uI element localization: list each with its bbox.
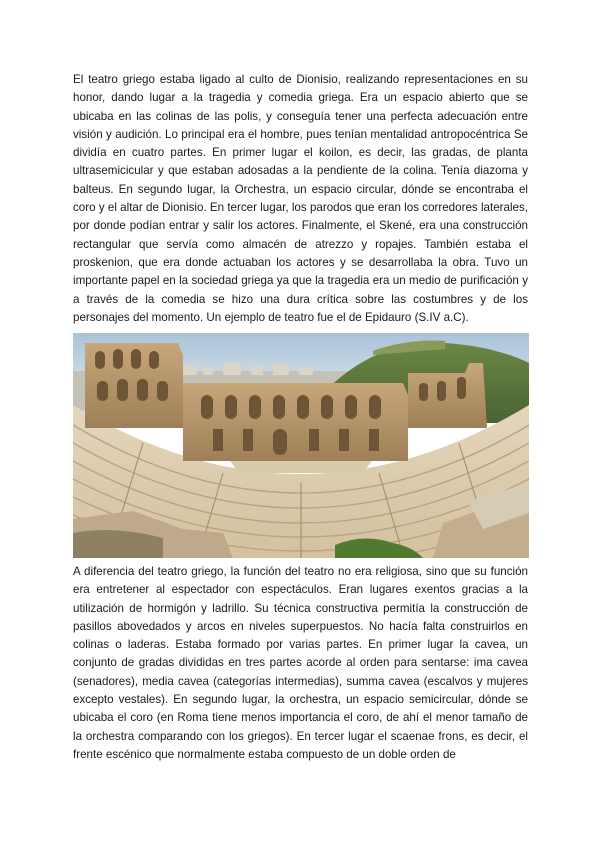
ancient-theatre-photo: [73, 333, 529, 558]
paragraph-greek-theatre: El teatro griego estaba ligado al culto de Dionisio, realizando representaciones en su honor, dando lugar a la tragedia y comedia griega. Era un espacio abierto que se ubicaba en las colinas de las polis, y conseguía tener una perfecta adecuación entre visión y audición. Lo principal era el hombre, pues tenían mentalidad antropocéntrica Se dividía en cuatro partes. En primer lugar el koilon, es decir, las gradas, de planta ultrasemicicular y que estaban adosadas a la pendiente de la colina. Tenía diazoma y balteus. En segundo lugar, la Orchestra, un espacio circular, dónde se encontraba el coro y el altar de Dionisio. En tercer lugar, los parodos que eran los corredores laterales, por donde podían entrar y salir los actores. Finalmente, el Skené, era una construcción rectangular que servía como almacén de atrezzo y ropajes. También estaba el proskenion, que era donde actuaban los actores y se desarrollaba la obra. Tuvo un importante papel en la sociedad griega ya que la tragedia era un medio de purificación y a través de la comedia se hizo una dura crítica sobre las costumbres y de los personajes del momento. Un ejemplo de teatro fue el de Epidauro (S.IV a.C).: [73, 73, 528, 324]
paragraph-roman-theatre: A diferencia del teatro griego, la función del teatro no era religiosa, sino que su función era entretener al espectador con espectáculos. Eran lugares exentos gracias a la utilización de hormigón y ladrillo. Su técnica constructiva permitía la construcción de pasillos abovedados y arcos en niveles superpuestos. No hacía falta construirlos en colinas o laderas. Estaba formado por varias partes. En primer lugar la cavea, un conjunto de gradas divididas en tres partes acorde al orden para sentarse: ima cavea (senadores), media cavea (categorías intermedias), summa cavea (escalvos y mujeres excepto vestales). En segundo lugar, la orchestra, un espacio semicircular, dónde se ubicaba el coro (en Roma tiene menos importancia el coro, de ahí el menor tamaño de la orchestra comparando con los griegos). En tercer lugar el scaenae frons, es decir, el frente escénico que normalmente estaba compuesto de un doble orden de: [73, 565, 528, 761]
